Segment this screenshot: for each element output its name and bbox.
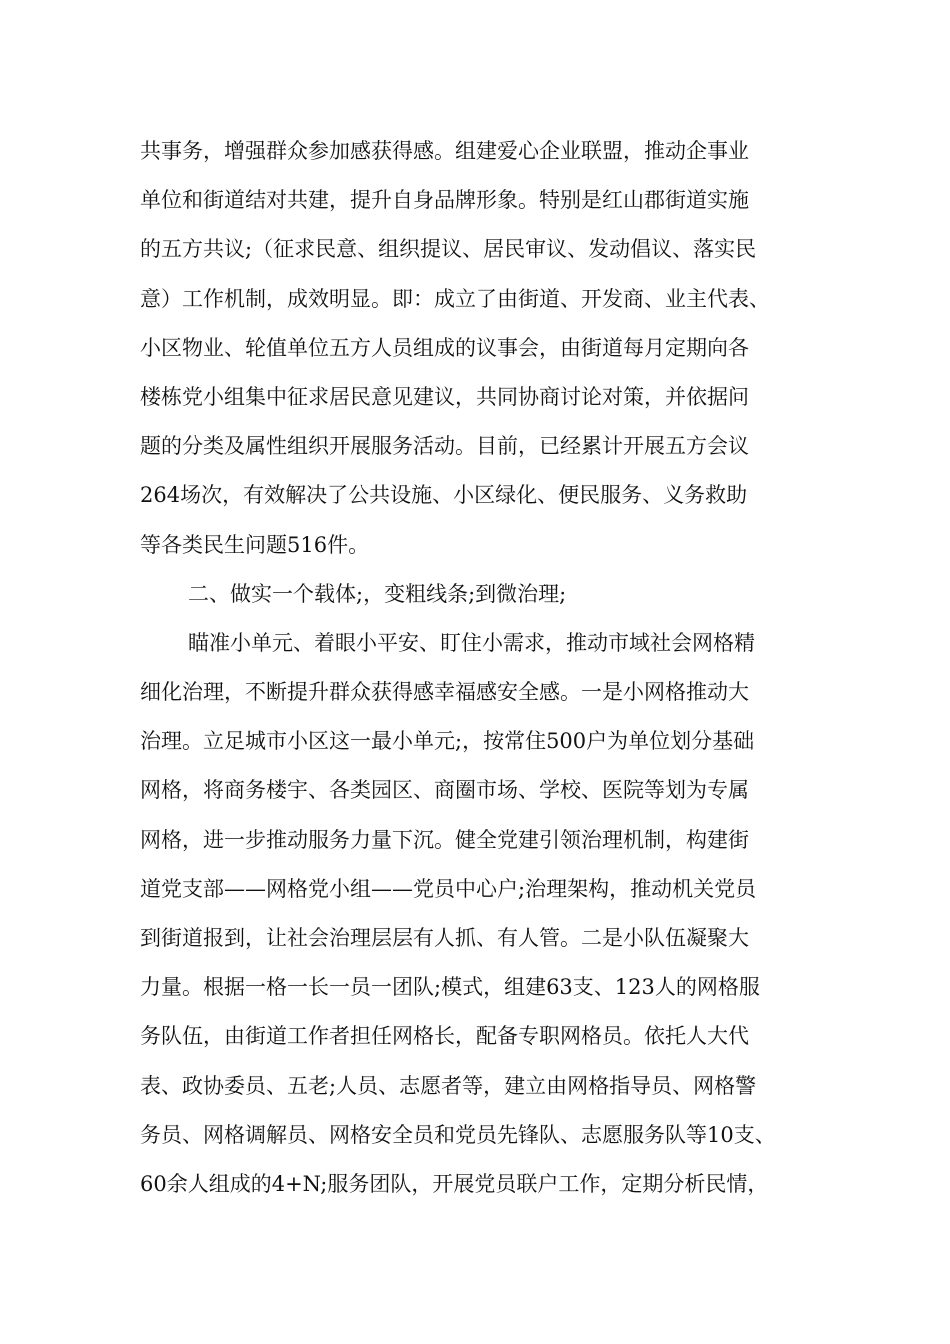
text-line: 道党支部——网格党小组——党员中心户;治理架构，推动机关党员 bbox=[140, 876, 757, 901]
text-line: 楼栋党小组集中征求居民意见建议，共同协商讨论对策，并依据问 bbox=[140, 384, 749, 409]
text-line: 等各类民生问题516件。 bbox=[140, 532, 370, 557]
text-line: 治理。立足城市小区这一最小单元;，按常住500户为单位划分基础 bbox=[140, 729, 755, 754]
text-line: 表、政协委员、五老;人员、志愿者等，建立由网格指导员、网格警 bbox=[140, 1073, 757, 1098]
text-line: 共事务，增强群众参加感获得感。组建爱心企业联盟，推动企事业 bbox=[140, 139, 749, 163]
text-line: 网格，将商务楼宇、各类园区、商圈市场、学校、医院等划为专属 bbox=[140, 778, 749, 803]
text-line: 小区物业、轮值单位五方人员组成的议事会，由街道每月定期向各 bbox=[140, 335, 749, 360]
text-line: 力量。根据一格一长一员一团队;模式，组建63支、123人的网格服 bbox=[140, 975, 760, 1000]
text-line: 务队伍，由街道工作者担任网格长，配备专职网格员。依托人大代 bbox=[140, 1024, 749, 1049]
text-line: 单位和街道结对共建，提升自身品牌形象。特别是红山郡街道实施 bbox=[140, 188, 749, 213]
text-line: 瞄准小单元、着眼小平安、盯住小需求，推动市域社会网格精 bbox=[188, 630, 755, 655]
text-line: 网格，进一步推动服务力量下沉。健全党建引领治理机制，构建街 bbox=[140, 827, 749, 852]
text-line: 题的分类及属性组织开展服务活动。目前，已经累计开展五方会议 bbox=[140, 434, 749, 459]
text-line: 264场次，有效解决了公共设施、小区绿化、便民服务、义务救助 bbox=[140, 483, 748, 508]
text-line: 的五方共议;（征求民意、组织提议、居民审议、发动倡议、落实民 bbox=[140, 237, 757, 262]
text-line: 到街道报到，让社会治理层层有人抓、有人管。二是小队伍凝聚大 bbox=[140, 926, 749, 950]
body-text bbox=[140, 127, 820, 1209]
text-line: 意）工作机制，成效明显。即：成立了由街道、开发商、业主代表、 bbox=[140, 286, 770, 311]
text-line: 务员、网格调解员、网格安全员和党员先锋队、志愿服务队等10支、 bbox=[140, 1122, 776, 1147]
section-heading: 二、做实一个载体;，变粗线条;到微治理; bbox=[188, 581, 567, 606]
text-line: 60余人组成的4+N;服务团队，开展党员联户工作，定期分析民情， bbox=[140, 1171, 769, 1196]
text-line: 细化治理，不断提升群众获得感幸福感安全感。一是小网格推动大 bbox=[140, 680, 749, 705]
